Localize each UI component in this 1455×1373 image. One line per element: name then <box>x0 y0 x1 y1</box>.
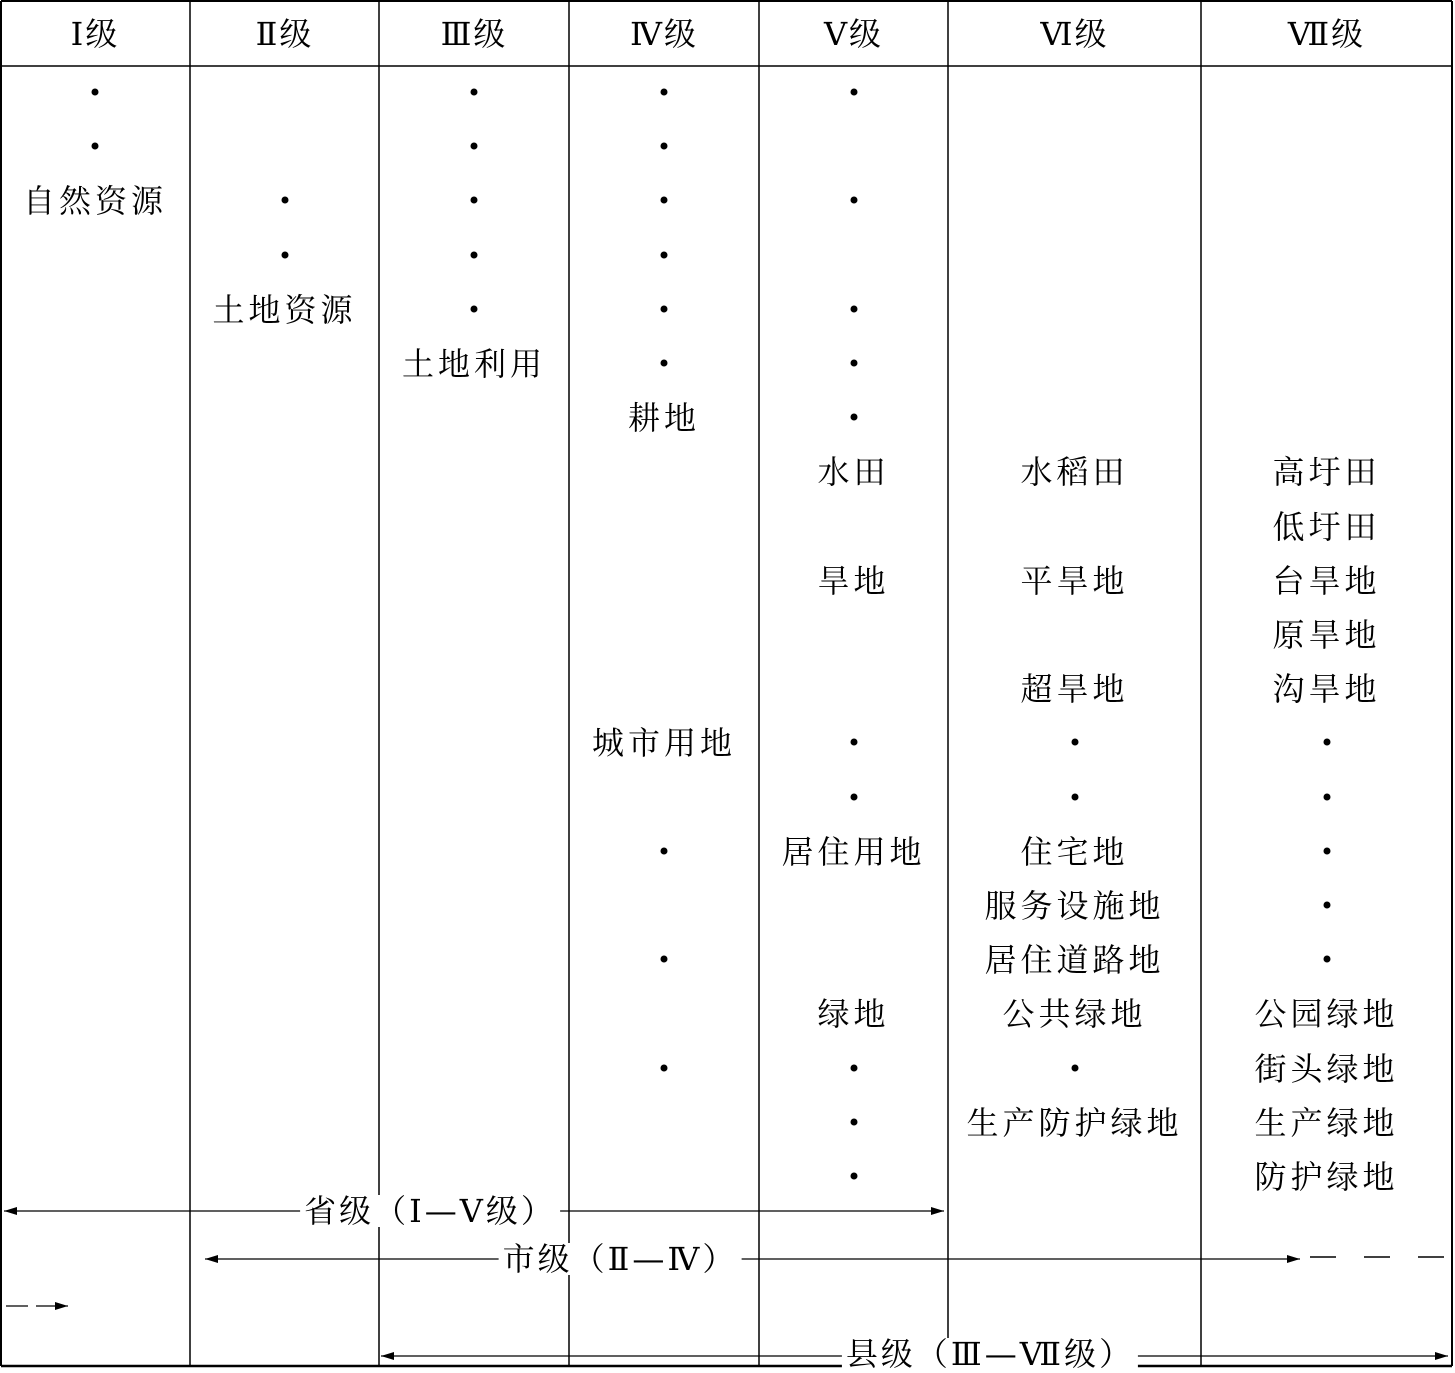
ellipsis-dot-icon <box>850 793 857 800</box>
ellipsis-dot-icon <box>661 1064 668 1071</box>
category-label: 城市用地 <box>591 724 737 763</box>
ellipsis-dot-icon <box>661 197 668 204</box>
ellipsis-dot-icon <box>850 305 857 312</box>
category-label: 防护绿地 <box>1254 1158 1399 1196</box>
header-level-4: Ⅳ级 <box>630 15 698 53</box>
category-label: 公共绿地 <box>1002 995 1147 1034</box>
ellipsis-dot-icon <box>850 89 857 96</box>
category-label: 水稻田 <box>1020 453 1129 492</box>
ellipsis-dot-icon <box>471 89 478 96</box>
ellipsis-dot-icon <box>850 1173 857 1180</box>
ellipsis-dot-icon <box>471 143 478 150</box>
category-label: 居住道路地 <box>984 941 1165 980</box>
ellipsis-dot-icon <box>661 143 668 150</box>
ellipsis-dot-icon <box>1323 739 1330 746</box>
category-label: 自然资源 <box>22 182 168 221</box>
ellipsis-dot-icon <box>471 305 478 312</box>
category-label: 高圩田 <box>1272 453 1381 492</box>
ellipsis-dot-icon <box>1323 956 1330 963</box>
ellipsis-dot-icon <box>1071 739 1078 746</box>
ellipsis-dot-icon <box>850 414 857 421</box>
province-scope-label: 省级（Ⅰ—Ⅴ级） <box>300 1195 560 1227</box>
ellipsis-dot-icon <box>661 847 668 854</box>
category-label: 耕地 <box>627 399 701 438</box>
city-scope-label: 市级（Ⅱ—Ⅳ） <box>499 1243 742 1275</box>
category-label: 住宅地 <box>1020 832 1129 871</box>
category-label: 居住用地 <box>781 832 926 871</box>
category-label: 街头绿地 <box>1254 1049 1399 1088</box>
category-label: 生产绿地 <box>1254 1103 1399 1142</box>
ellipsis-dot-icon <box>661 251 668 258</box>
ellipsis-dot-icon <box>1071 793 1078 800</box>
category-label: 平旱地 <box>1020 561 1129 600</box>
category-label: 台旱地 <box>1272 561 1381 600</box>
ellipsis-dot-icon <box>850 197 857 204</box>
ellipsis-dot-icon <box>1323 902 1330 909</box>
ellipsis-dot-icon <box>92 143 99 150</box>
category-label: 生产防护绿地 <box>966 1103 1183 1142</box>
ellipsis-dot-icon <box>850 1064 857 1071</box>
ellipsis-dot-icon <box>661 305 668 312</box>
category-label: 沟旱地 <box>1272 670 1381 709</box>
category-label: 原旱地 <box>1272 616 1381 654</box>
ellipsis-dot-icon <box>850 360 857 367</box>
category-label: 土地资源 <box>212 290 357 329</box>
category-label: 低圩田 <box>1272 507 1381 546</box>
ellipsis-dot-icon <box>281 251 288 258</box>
header-level-6: Ⅵ级 <box>1040 15 1109 53</box>
category-label: 绿地 <box>817 995 890 1034</box>
ellipsis-dot-icon <box>1071 1064 1078 1071</box>
ellipsis-dot-icon <box>850 1118 857 1125</box>
county-scope-label: 县级（Ⅲ—Ⅶ级） <box>842 1338 1138 1370</box>
header-level-5: Ⅴ级 <box>823 15 884 53</box>
category-label: 土地利用 <box>401 345 547 383</box>
ellipsis-dot-icon <box>661 956 668 963</box>
ellipsis-dot-icon <box>850 739 857 746</box>
ellipsis-dot-icon <box>471 197 478 204</box>
header-level-1: Ⅰ级 <box>70 15 120 53</box>
category-label: 公园绿地 <box>1254 995 1399 1034</box>
ellipsis-dot-icon <box>281 197 288 204</box>
header-level-2: Ⅱ级 <box>255 15 314 53</box>
ellipsis-dot-icon <box>1323 793 1330 800</box>
category-label: 服务设施地 <box>984 887 1165 925</box>
category-label: 水田 <box>817 453 890 492</box>
ellipsis-dot-icon <box>92 89 99 96</box>
category-label: 超旱地 <box>1020 670 1129 709</box>
ellipsis-dot-icon <box>661 89 668 96</box>
ellipsis-dot-icon <box>661 360 668 367</box>
ellipsis-dot-icon <box>471 251 478 258</box>
category-label: 旱地 <box>817 561 890 600</box>
header-level-3: Ⅲ级 <box>440 15 508 53</box>
header-level-7: Ⅶ级 <box>1287 15 1366 53</box>
ellipsis-dot-icon <box>1323 847 1330 854</box>
